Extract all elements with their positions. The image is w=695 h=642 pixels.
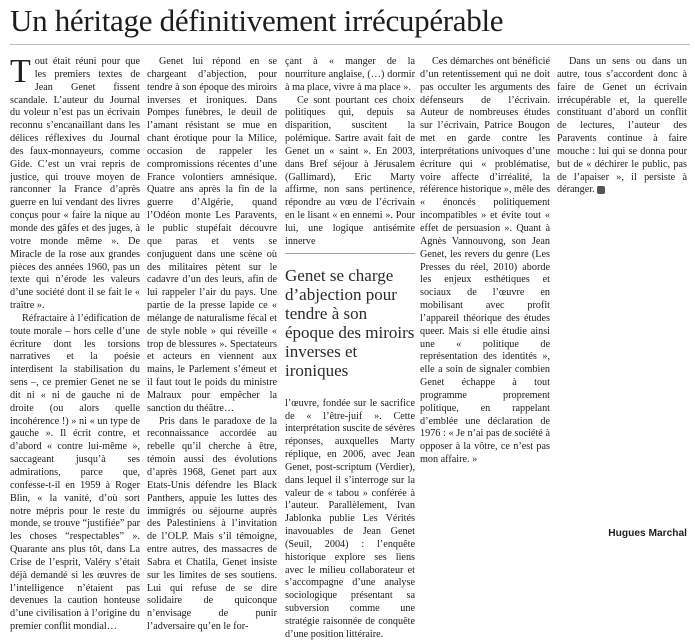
article-column-2 xyxy=(147,56,277,633)
paragraph-5-cont: l’œuvre, fondée sur le sacrifice de « l’être-juif ». Cette interprétation suscite de sévères réponses, auxquelles Marty réplique, en 2006, avec Jean Genet, post-scriptum (Verdier), dans lequel il s’interroge sur la valeur de « tabou » conférée à l’auteur. Parallèlement, Ivan Jablonka publie Les Vérités inavouables de Jean Genet (Seuil, 2004) : l’enquête historique explore ses liens avec le milieu collaborateur et s’accompagne d’une analyse sociologique présentant sa subversion comme une stratégie raisonnée de conquête d’une position littéraire. xyxy=(285,397,415,640)
paragraph-3: Genet lui répond en se chargeant d’abjection, pour tendre à son époque des miroirs inverses et ironiques. Dans Pompes funèbres, le deuil de l’amant résistant se mue en chant érotique pour la Milice, occasion de rappeler les compromissions récentes d’une France volontiers amnésique. Quatre ans après la fin de la guerre d’Algérie, quand l’Odéon monte Les Paravents, le public stupéfait découvre que paras et vents se conjuguent dans une scène où des militaires pètent sur le cadavre d’un des leurs, afin de lui rappeler l’air du pays. Une partie de la presse lapide ce « mélange de naturalisme fécal et de style noble » qui réveille « trop de blessures ». Spectateurs et acteurs en viennent aux mains, le Parlement s’émeut et il faut tout le poids du ministre Malraux pour empêcher la sanction du théâtre… xyxy=(147,56,277,414)
paragraph-1-text: out était réuni pour que les premiers textes de Jean Genet fissent scandale. L’auteur du Journal du voleur n’est pas un écrivain reconnu s’encanaillant dans les délices réflexives du Journal des faux-monnayeurs, comme Gide. C’est un vrai repris de justice, qui trouve moyen de ranconner la France d’après guerre en lui vendant des livres conçus pour « faire la nique au monde des gâfes et des juges, à votre monde même ». De Miracle de la rose aux grandes pièces des années 1960, pas un texte qui n’érode les valeurs d’une société dont il se fait le « traître ». xyxy=(10,56,140,312)
end-mark-icon xyxy=(597,186,605,194)
paragraph-6: Ces démarches ont bénéficié d’un retentissement qui ne doit pas occulter les arguments des défenseurs de l’écrivain. Auteur de nombreuses études sur l’écrivain, Patrice Bougon met en garde contre les interprétations univoques d’une écriture qui « problématise, voire affecte d’irréalité, la référence historique », mêle des « énoncés politiquement incompatibles » et évite tout « effet de persuasion ». Quant à Agnès Vannouvong, son Jean Genet, les revers du genre (Les Presses du réel, 2010) aborde les enjeux esthétiques et sociaux de l’œuvre en mobilisant avec profit l’appareil théorique des études queer. Mais si elle étudie ainsi une « politique de représentation des identités », elle a soin de signaler combien Genet échappe à tout programme proprement politique, en rappelant d’emblée une déclaration de 1976 : « Je n’ai pas de société à opposer à la vôtre, ce n’est pas mon affaire. » xyxy=(420,56,550,466)
paragraph-4: Pris dans le paradoxe de la reconnaissance accordée au rebelle qu’il cherche à être, témoin aussi des évolutions d’après 1968, Genet part aux Etats-Unis défendre les Black Panthers, appuie les luttes des immigrés ou séjourne auprès des Palestiniens à l’invitation de l’OLP. Mais s’il témoigne, entre autres, des massacres de Sabra et Chatila, Genet insiste sur les limites de ses soutiens. Lui qui refuse de se dire solidaire de quiconque n’envisage de punir l’adversaire qu’en le for- xyxy=(147,415,277,633)
author-byline: Hugues Marchal xyxy=(608,528,687,539)
pull-quote: Genet se charge d’abjection pour tendre à son époque des miroirs inverses et ironiques xyxy=(285,265,415,380)
headline-rule xyxy=(10,44,690,45)
paragraph-5: Ce sont pourtant ces choix politiques qui, depuis sa disparition, suscitent la polémique. Sartre avait fait de Genet un « saint ». En 2003, dans Bref séjour à Jérusalem (Gallimard), Eric Marty affirme, non sans pertinence, répondre au vœu de l’écrivain en le lisant « en ennemi ». Pour lui, une logique antisémite innerve xyxy=(285,94,415,247)
paragraph-1 xyxy=(10,53,140,313)
drop-cap: T xyxy=(10,53,31,90)
paragraph-2: Réfractaire à l’édification de toute morale – hors celle d’une écriture dont les torsions narratives et la poésie interdisent la stabilisation du sens –, ce premier Genet ne se dit ni « ni de gauche ni de droite (ou alors quelle incohérence !) » ni « un type de gauche ». Il écrit contre, et d’abord « contre lui-même », saccageant jusqu’à ses admirations, parce que, confesse-t-il en 1959 à Roger Blin, « la vanité, d’où sort notre mépris pour le reste du monde, se trouve “justifiée” par les choses “respectables” ». Quarante ans plus tôt, dans La Crise de l’esprit, Valéry s’était déjà demandé si les œuvres de l’intelligence n’étaient pas devenues la caution honteuse d’une civilisation à l’origine du premier conflit mondial… xyxy=(10,312,140,633)
article-column-5 xyxy=(557,56,687,523)
article-column-4 xyxy=(420,56,550,538)
paragraph-4-cont: çant à « manger de la nourriture anglaise, (…) dormir à ma place, vivre à ma place ». xyxy=(285,56,415,93)
article-column-1 xyxy=(10,53,140,633)
article-headline: Un héritage définitivement irrécupérable xyxy=(10,3,504,38)
paragraph-7-text: Dans un sens ou dans un autre, tous s’accordent donc à faire de Genet un écrivain irrécupérable et, la querelle constituant d’abord un conflit de lectures, l’auteur des Paravents continue à faire mouche : lui qui se donna pour but de « déchirer le public, pas de l’apaiser », il persiste à déranger. xyxy=(557,56,687,196)
paragraph-7 xyxy=(557,56,687,197)
pullquote-rule-top xyxy=(285,253,415,254)
article-column-3 xyxy=(285,56,415,640)
